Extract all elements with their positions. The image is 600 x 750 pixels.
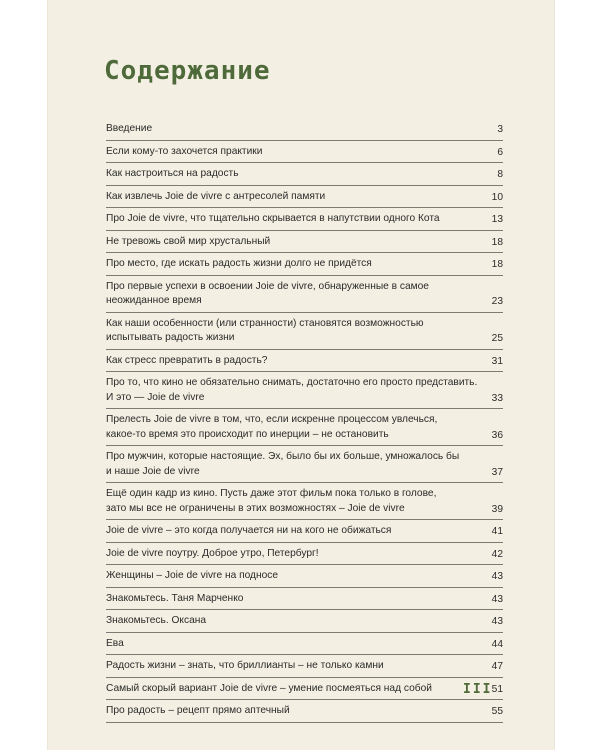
toc-entry-title-line: испытывать радость жизни (106, 332, 235, 343)
toc-entry-page-number: 37 (491, 466, 503, 478)
toc-entry (106, 565, 503, 588)
toc-entry-title-line: Как стресс превратить в радость? (106, 354, 268, 366)
toc-entry (106, 186, 503, 209)
book-page (48, 0, 554, 750)
toc-entry-title-line: Про Joie de vivre, что тщательно скрывается в напутствии одного Кота (106, 213, 440, 224)
toc-entry-title-line: какое-то время это происходит по инерции – не остановить (106, 428, 389, 440)
page-number: III (463, 682, 493, 697)
toc-entry-page-number: 13 (491, 214, 503, 225)
toc-entry-page-number: 43 (491, 571, 503, 582)
toc-entry-page-number: 31 (491, 355, 503, 367)
toc-entry (106, 350, 503, 373)
toc-entry (106, 253, 503, 276)
toc-entry (106, 588, 503, 611)
toc-entry-page-number: 55 (491, 706, 503, 717)
toc-entry (106, 231, 503, 254)
toc-entry (106, 446, 503, 483)
toc-entry (106, 163, 503, 186)
toc-entry-page-number: 33 (491, 392, 503, 404)
toc-entry-title-line: Как извлечь Joie de vivre с антресолей памяти (106, 190, 326, 202)
toc-entry-title-line: и наше Joie de vivre (106, 465, 200, 477)
toc-entry-title-line: Ещё один кадр из кино. Пусть даже этот фильм пока только в голове, (106, 488, 437, 499)
toc-entry-title-line: Про то, что кино не обязательно снимать, достаточно его просто представить. (106, 377, 478, 388)
toc-entry (106, 141, 503, 164)
toc-entry-page-number: 10 (491, 191, 503, 203)
toc-entry (106, 700, 503, 723)
toc-entry-title-line: Ева (106, 637, 124, 649)
toc-entry (106, 276, 503, 313)
toc-entry-title-line: Про место, где искать радость жизни долго не придётся (106, 258, 372, 269)
toc-entry-title-line: Если кому-то захочется практики (106, 145, 263, 157)
toc-entry-title-line: Прелесть Joie de vivre в том, что, если искренне процессом увлечься, (106, 414, 438, 425)
toc-entry (106, 610, 503, 633)
toc-entry-title-line: Как настроиться на радость (106, 168, 239, 179)
toc-entry-page-number: 41 (491, 526, 503, 537)
toc-entry (106, 655, 503, 678)
toc-entry (106, 678, 503, 701)
toc-entry-page-number: 42 (491, 548, 503, 560)
toc-entry-title-line: Про мужчин, которые настоящие. Эх, было бы их больше, умножалось бы (106, 451, 460, 462)
toc-entry-page-number: 18 (491, 236, 503, 248)
toc-entry-title-line: Самый скорый вариант Joie de vivre – умение посмеяться над собой (106, 682, 432, 694)
toc-entry-page-number: 23 (491, 296, 503, 307)
toc-entry-title-line: Радость жизни – знать, что бриллианты – не только камни (106, 660, 384, 671)
toc-entry (106, 633, 503, 656)
toc-entry-title-line: Joie de vivre поутру. Доброе утро, Петербург! (106, 547, 319, 559)
toc-entry-page-number: 51 (491, 683, 503, 695)
toc-entry (106, 409, 503, 446)
toc-entry (106, 543, 503, 566)
toc-entry-page-number: 43 (491, 593, 503, 605)
toc-entry (106, 372, 503, 409)
table-of-contents (106, 118, 503, 723)
toc-entry-page-number: 36 (491, 429, 503, 441)
toc-entry-page-number: 6 (497, 146, 503, 158)
toc-entry (106, 208, 503, 231)
toc-entry-page-number: 8 (497, 169, 503, 180)
toc-entry (106, 313, 503, 350)
toc-entry-page-number: 18 (491, 259, 503, 270)
toc-entry-page-number: 44 (491, 638, 503, 650)
page-title: Содержание (104, 56, 271, 86)
toc-entry-title-line: Joie de vivre – это когда получается ни на кого не обижаться (106, 525, 392, 536)
toc-entry (106, 118, 503, 141)
toc-entry-page-number: 3 (497, 124, 503, 135)
toc-entry-title-line: зато мы все не ограничены в этих возможностях – Joie de vivre (106, 502, 405, 514)
toc-entry-page-number: 47 (491, 661, 503, 672)
toc-entry-title-line: Про первые успехи в освоении Joie de vivre, обнаруженные в самое (106, 280, 429, 292)
toc-entry-title-line: Знакомьтесь. Таня Марченко (106, 592, 244, 604)
toc-entry-title-line: Женщины – Joie de vivre на подносе (106, 570, 279, 581)
toc-entry-title-line: Знакомьтесь. Оксана (106, 615, 207, 626)
toc-entry-page-number: 25 (491, 333, 503, 344)
toc-entry-title-line: Как наши особенности (или странности) становятся возможностью (106, 317, 424, 329)
toc-entry (106, 483, 503, 520)
toc-entry-title-line: Введение (106, 123, 153, 134)
toc-entry-title-line: Про радость – рецепт прямо аптечный (106, 705, 290, 716)
toc-entry (106, 520, 503, 543)
toc-entry-page-number: 39 (491, 503, 503, 515)
toc-entry-page-number: 43 (491, 616, 503, 627)
toc-entry-title-line: Не тревожь свой мир хрустальный (106, 235, 271, 247)
toc-entry-title-line: И это — Joie de vivre (106, 391, 205, 403)
toc-entry-title-line: неожиданное время (106, 295, 202, 306)
